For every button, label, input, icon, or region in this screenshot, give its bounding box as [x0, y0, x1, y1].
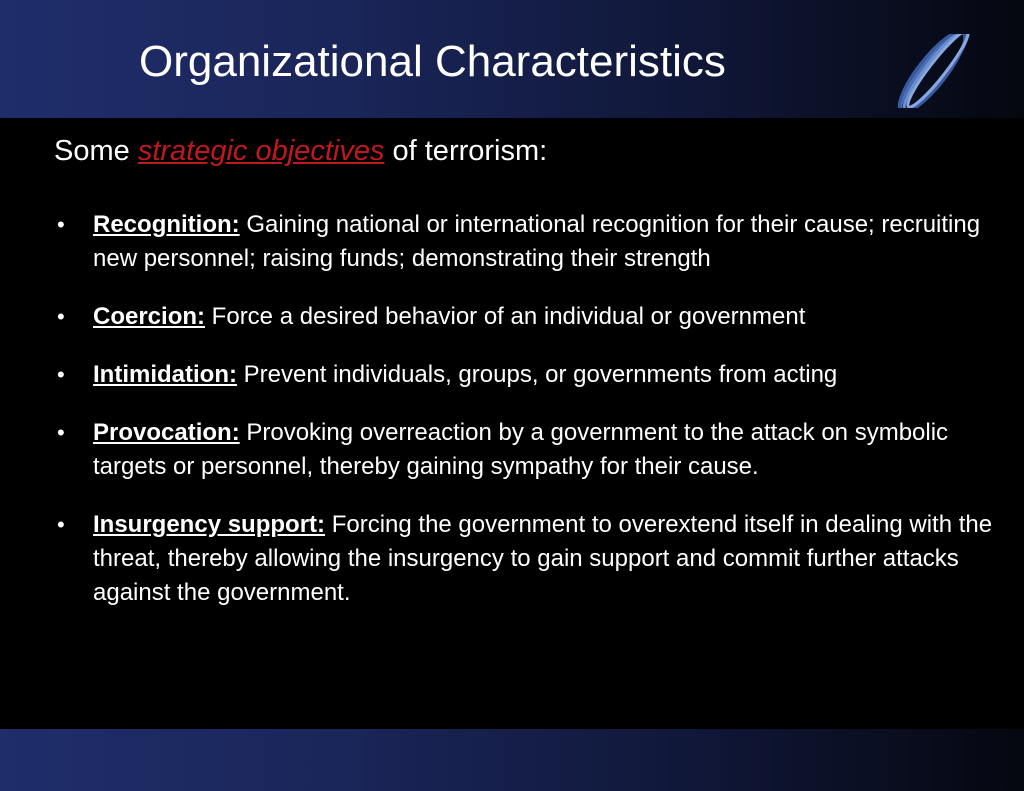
list-item: [0, 416, 1000, 484]
list-item: [0, 300, 1000, 334]
slide-title: Organizational Characteristics: [139, 37, 726, 86]
objective-term: Intimidation:: [93, 361, 237, 388]
list-item: [0, 508, 1000, 610]
objective-term: Insurgency support:: [93, 511, 326, 538]
intro-prefix: Some: [54, 135, 138, 167]
intro-highlight: strategic objectives: [137, 135, 385, 167]
title-bar: [0, 0, 1024, 118]
bullet-icon: •: [57, 512, 65, 537]
objective-term: Coercion:: [93, 303, 206, 330]
bullet-icon: •: [57, 420, 65, 445]
intro-suffix: of terrorism:: [384, 135, 548, 167]
blue-rings-logo-icon: [884, 34, 984, 108]
objective-text: Gaining national or international recognition for their cause; recruiting new personnel; raising funds; demonstrating their strength: [93, 211, 981, 272]
objective-text: Forcing the government to overextend itself in dealing with the threat, thereby allowing the insurgency to gain support and commit further attacks against the government.: [93, 511, 993, 606]
objective-term: Recognition:: [93, 211, 240, 238]
footer-bar: [0, 729, 1024, 791]
bullet-icon: •: [57, 304, 65, 329]
objective-text: Force a desired behavior of an individual or government: [205, 303, 806, 330]
list-item: [0, 358, 1000, 392]
bullet-icon: •: [57, 212, 65, 237]
objective-term: Provocation:: [93, 419, 240, 446]
bullet-icon: •: [57, 362, 65, 387]
objective-text: Provoking overreaction by a government to the attack on symbolic targets or personnel, thereby gaining sympathy for their cause.: [93, 419, 949, 480]
objective-text: Prevent individuals, groups, or governments from acting: [236, 361, 838, 388]
list-item: [0, 208, 1000, 276]
intro-line: [54, 131, 547, 171]
objectives-list: [0, 208, 1000, 634]
